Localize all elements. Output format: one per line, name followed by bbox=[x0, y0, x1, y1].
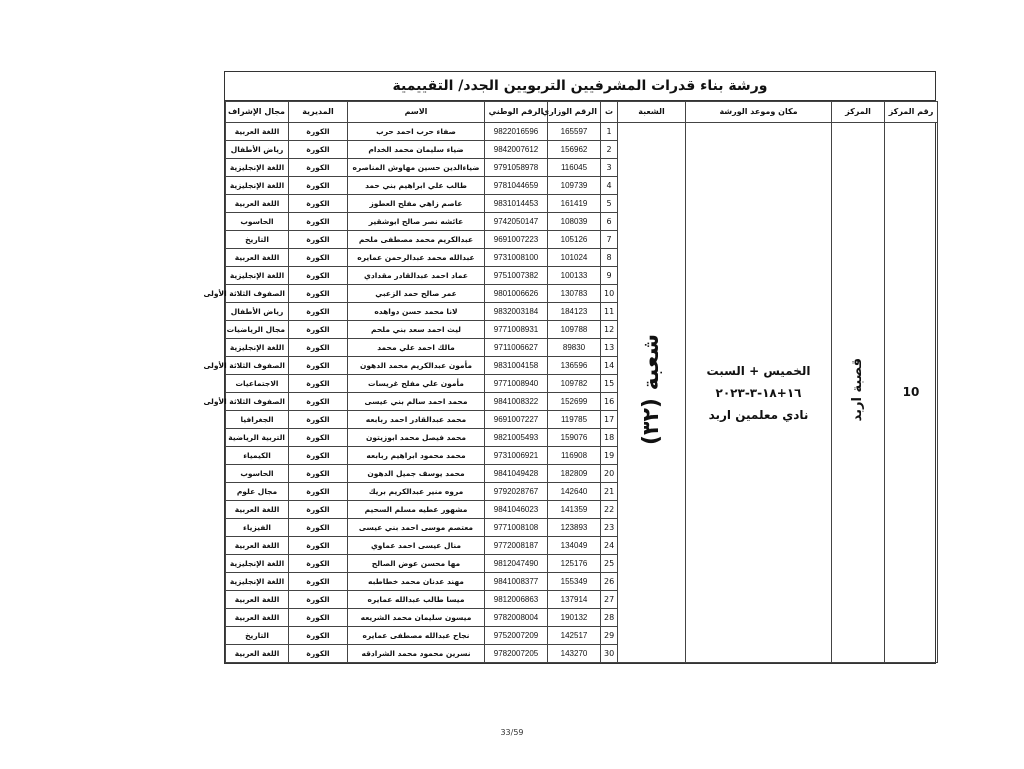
supervision-field: الحاسوب bbox=[226, 213, 289, 231]
participant-name: ليث احمد سعد بني ملحم bbox=[348, 321, 485, 339]
ministry-number: 142517 bbox=[548, 627, 601, 645]
row-index: 2 bbox=[601, 141, 618, 159]
supervision-field: اللغة الإنجليزية bbox=[226, 339, 289, 357]
row-index: 23 bbox=[601, 519, 618, 537]
directorate: الكورة bbox=[289, 321, 348, 339]
branch-cell bbox=[618, 123, 686, 663]
row-index: 29 bbox=[601, 627, 618, 645]
ministry-number: 108039 bbox=[548, 213, 601, 231]
row-index: 5 bbox=[601, 195, 618, 213]
participant-name: لانا محمد حسن دواهده bbox=[348, 303, 485, 321]
ministry-number: 134049 bbox=[548, 537, 601, 555]
ministry-number: 116908 bbox=[548, 447, 601, 465]
directorate: الكورة bbox=[289, 357, 348, 375]
header-directorate: المديرية bbox=[289, 102, 348, 123]
row-index: 1 bbox=[601, 123, 618, 141]
participant-name: محمد فيصل محمد ابوزيتون bbox=[348, 429, 485, 447]
national-number: 9832003184 bbox=[485, 303, 548, 321]
national-number: 9841049428 bbox=[485, 465, 548, 483]
directorate: الكورة bbox=[289, 411, 348, 429]
ministry-number: 141359 bbox=[548, 501, 601, 519]
row-index: 7 bbox=[601, 231, 618, 249]
national-number: 9751007382 bbox=[485, 267, 548, 285]
supervision-field: التربية الرياضية bbox=[226, 429, 289, 447]
table-body bbox=[203, 123, 938, 663]
header-row bbox=[226, 102, 938, 123]
center-number: 10 bbox=[902, 384, 920, 399]
supervision-field: الصفوف الثلاثة الأولى bbox=[226, 285, 289, 303]
national-number: 9831014453 bbox=[485, 195, 548, 213]
national-number: 9841008322 bbox=[485, 393, 548, 411]
participant-name: ميسون سليمان محمد الشريعه bbox=[348, 609, 485, 627]
ministry-number: 119785 bbox=[548, 411, 601, 429]
participant-name: محمد يوسف جميل الدهون bbox=[348, 465, 485, 483]
directorate: الكورة bbox=[289, 141, 348, 159]
participant-name: ضياء سليمان محمد الخدام bbox=[348, 141, 485, 159]
ministry-number: 184123 bbox=[548, 303, 601, 321]
participants-table bbox=[203, 101, 938, 663]
directorate: الكورة bbox=[289, 555, 348, 573]
supervision-field: الصفوف الثلاثة الأولى bbox=[226, 393, 289, 411]
header-center: المركز bbox=[832, 102, 885, 123]
supervision-field: اللغة الإنجليزية bbox=[226, 555, 289, 573]
participant-name: مها محسن عوض الصالح bbox=[348, 555, 485, 573]
supervision-field: رياض الأطفال bbox=[226, 141, 289, 159]
supervision-field: اللغة الإنجليزية bbox=[226, 159, 289, 177]
ministry-number: 152699 bbox=[548, 393, 601, 411]
header-national-no: الرقم الوطني bbox=[485, 102, 548, 123]
header-field: مجال الإشراف bbox=[226, 102, 289, 123]
row-index: 19 bbox=[601, 447, 618, 465]
national-number: 9711006627 bbox=[485, 339, 548, 357]
participant-name: عائشه نصر صالح ابوشقير bbox=[348, 213, 485, 231]
directorate: الكورة bbox=[289, 159, 348, 177]
row-index: 9 bbox=[601, 267, 618, 285]
directorate: الكورة bbox=[289, 465, 348, 483]
national-number: 9782008004 bbox=[485, 609, 548, 627]
directorate: الكورة bbox=[289, 483, 348, 501]
participant-name: طالب علي ابراهيم بني حمد bbox=[348, 177, 485, 195]
ministry-number: 116045 bbox=[548, 159, 601, 177]
ministry-number: 165597 bbox=[548, 123, 601, 141]
participant-name: عبدالله محمد عبدالرحمن عمايره bbox=[348, 249, 485, 267]
participant-name: منال عيسى احمد عماوي bbox=[348, 537, 485, 555]
national-number: 9772008187 bbox=[485, 537, 548, 555]
directorate: الكورة bbox=[289, 645, 348, 663]
row-index: 10 bbox=[601, 285, 618, 303]
row-index: 20 bbox=[601, 465, 618, 483]
participant-name: نسرين محمود محمد الشرادقه bbox=[348, 645, 485, 663]
ministry-number: 123893 bbox=[548, 519, 601, 537]
national-number: 9771008108 bbox=[485, 519, 548, 537]
ministry-number: 142640 bbox=[548, 483, 601, 501]
supervision-field: مجال الرياضيات bbox=[226, 321, 289, 339]
national-number: 9731008100 bbox=[485, 249, 548, 267]
ministry-number: 159076 bbox=[548, 429, 601, 447]
supervision-field: اللغة العربية bbox=[226, 195, 289, 213]
supervision-field: الجغرافيا bbox=[226, 411, 289, 429]
participant-name: عماد احمد عبدالقادر مقدادي bbox=[348, 267, 485, 285]
participant-name: مأمون عبدالكريم محمد الدهون bbox=[348, 357, 485, 375]
national-number: 9691007223 bbox=[485, 231, 548, 249]
national-number: 9691007227 bbox=[485, 411, 548, 429]
supervision-field: الحاسوب bbox=[226, 465, 289, 483]
ministry-number: 156962 bbox=[548, 141, 601, 159]
participant-name: ميسا طالب عبدالله عمايره bbox=[348, 591, 485, 609]
page-number: 33/59 bbox=[500, 728, 524, 737]
directorate: الكورة bbox=[289, 501, 348, 519]
participant-name: مالك احمد علي محمد bbox=[348, 339, 485, 357]
national-number: 9792028767 bbox=[485, 483, 548, 501]
national-number: 9782007205 bbox=[485, 645, 548, 663]
row-index: 12 bbox=[601, 321, 618, 339]
participant-name: ضياءالدين حسين مهاوش المناصره bbox=[348, 159, 485, 177]
directorate: الكورة bbox=[289, 573, 348, 591]
row-index: 24 bbox=[601, 537, 618, 555]
ministry-number: 143270 bbox=[548, 645, 601, 663]
national-number: 9812047490 bbox=[485, 555, 548, 573]
directorate: الكورة bbox=[289, 447, 348, 465]
ministry-number: 130783 bbox=[548, 285, 601, 303]
ministry-number: 101024 bbox=[548, 249, 601, 267]
national-number: 9791058978 bbox=[485, 159, 548, 177]
header-place: مكان وموعد الورشة bbox=[686, 102, 832, 123]
directorate: الكورة bbox=[289, 303, 348, 321]
row-index: 14 bbox=[601, 357, 618, 375]
directorate: الكورة bbox=[289, 429, 348, 447]
header-name: الاسم bbox=[348, 102, 485, 123]
supervision-field: اللغة العربية bbox=[226, 645, 289, 663]
participant-name: عبدالكريم محمد مصطفى ملحم bbox=[348, 231, 485, 249]
row-index: 6 bbox=[601, 213, 618, 231]
directorate: الكورة bbox=[289, 231, 348, 249]
ministry-number: 109739 bbox=[548, 177, 601, 195]
national-number: 9821005493 bbox=[485, 429, 548, 447]
ministry-number: 136596 bbox=[548, 357, 601, 375]
row-index: 25 bbox=[601, 555, 618, 573]
row-index: 18 bbox=[601, 429, 618, 447]
header-center-no: رقم المركز bbox=[885, 102, 938, 123]
row-index: 15 bbox=[601, 375, 618, 393]
row-index: 21 bbox=[601, 483, 618, 501]
row-index: 11 bbox=[601, 303, 618, 321]
ministry-number: 100133 bbox=[548, 267, 601, 285]
participant-name: مأمون علي مفلح غريسات bbox=[348, 375, 485, 393]
ministry-number: 105126 bbox=[548, 231, 601, 249]
national-number: 9841008377 bbox=[485, 573, 548, 591]
participant-name: معتصم موسى احمد بني عيسى bbox=[348, 519, 485, 537]
branch-label: شعبة (٣٢) bbox=[638, 333, 664, 445]
directorate: الكورة bbox=[289, 123, 348, 141]
header-ministry-no: الرقم الوزاري bbox=[548, 102, 601, 123]
row-index: 3 bbox=[601, 159, 618, 177]
row-index: 16 bbox=[601, 393, 618, 411]
row-index: 26 bbox=[601, 573, 618, 591]
national-number: 9801006626 bbox=[485, 285, 548, 303]
supervision-field: التاريخ bbox=[226, 627, 289, 645]
ministry-number: 109782 bbox=[548, 375, 601, 393]
supervision-field: التاريخ bbox=[226, 231, 289, 249]
row-index: 22 bbox=[601, 501, 618, 519]
ministry-number: 137914 bbox=[548, 591, 601, 609]
row-index: 8 bbox=[601, 249, 618, 267]
participant-name: محمد احمد سالم بني عيسى bbox=[348, 393, 485, 411]
ministry-number: 190132 bbox=[548, 609, 601, 627]
directorate: الكورة bbox=[289, 339, 348, 357]
participant-name: عمر صالح حمد الزعبي bbox=[348, 285, 485, 303]
supervision-field: اللغة العربية bbox=[226, 501, 289, 519]
participant-name: نجاح عبدالله مصطفى عمايره bbox=[348, 627, 485, 645]
ministry-number: 182809 bbox=[548, 465, 601, 483]
row-index: 17 bbox=[601, 411, 618, 429]
supervision-field: اللغة العربية bbox=[226, 609, 289, 627]
row-index: 30 bbox=[601, 645, 618, 663]
place-cell bbox=[686, 123, 832, 663]
document-title: ورشة بناء قدرات المشرفيين التربويين الجدد/ التقييمية bbox=[225, 72, 935, 101]
national-number: 9752007209 bbox=[485, 627, 548, 645]
national-number: 9841046023 bbox=[485, 501, 548, 519]
supervision-field: اللغة الإنجليزية bbox=[226, 267, 289, 285]
row-index: 4 bbox=[601, 177, 618, 195]
participant-name: عاصم زاهي مفلح العطوز bbox=[348, 195, 485, 213]
directorate: الكورة bbox=[289, 393, 348, 411]
document-sheet bbox=[203, 71, 936, 664]
supervision-field: الصفوف الثلاثة الأولى bbox=[226, 357, 289, 375]
national-number: 9812006863 bbox=[485, 591, 548, 609]
ministry-number: 155349 bbox=[548, 573, 601, 591]
participant-name: مشهور عطيه مسلم السحيم bbox=[348, 501, 485, 519]
national-number: 9731006921 bbox=[485, 447, 548, 465]
ministry-number: 125176 bbox=[548, 555, 601, 573]
supervision-field: اللغة الإنجليزية bbox=[226, 177, 289, 195]
row-index: 27 bbox=[601, 591, 618, 609]
supervision-field: الفيزياء bbox=[226, 519, 289, 537]
directorate: الكورة bbox=[289, 195, 348, 213]
supervision-field: اللغة الإنجليزية bbox=[226, 573, 289, 591]
ministry-number: 161419 bbox=[548, 195, 601, 213]
header-idx: ت bbox=[601, 102, 618, 123]
row-index: 13 bbox=[601, 339, 618, 357]
header-branch: الشعبة bbox=[618, 102, 686, 123]
supervision-field: اللغة العربية bbox=[226, 591, 289, 609]
national-number: 9742050147 bbox=[485, 213, 548, 231]
national-number: 9771008931 bbox=[485, 321, 548, 339]
directorate: الكورة bbox=[289, 519, 348, 537]
directorate: الكورة bbox=[289, 213, 348, 231]
directorate: الكورة bbox=[289, 375, 348, 393]
participant-name: محمد عبدالقادر احمد ربابعه bbox=[348, 411, 485, 429]
row-index: 28 bbox=[601, 609, 618, 627]
directorate: الكورة bbox=[289, 267, 348, 285]
supervision-field: اللغة العربية bbox=[226, 123, 289, 141]
participant-name: مهند عدنان محمد خطاطبه bbox=[348, 573, 485, 591]
national-number: 9781044659 bbox=[485, 177, 548, 195]
supervision-field: اللغة العربية bbox=[226, 249, 289, 267]
ministry-number: 109788 bbox=[548, 321, 601, 339]
table-row bbox=[226, 123, 938, 141]
directorate: الكورة bbox=[289, 285, 348, 303]
supervision-field: الاجتماعيات bbox=[226, 375, 289, 393]
ministry-number: 89830 bbox=[548, 339, 601, 357]
national-number: 9831004158 bbox=[485, 357, 548, 375]
center-cell bbox=[832, 123, 885, 663]
directorate: الكورة bbox=[289, 609, 348, 627]
participant-name: محمد محمود ابراهيم ربابعه bbox=[348, 447, 485, 465]
supervision-field: اللغة العربية bbox=[226, 537, 289, 555]
place-venue: نادي معلمين اربد bbox=[708, 407, 809, 422]
national-number: 9842007612 bbox=[485, 141, 548, 159]
directorate: الكورة bbox=[289, 627, 348, 645]
national-number: 9771008940 bbox=[485, 375, 548, 393]
participant-name: مروه منير عبدالكريم بريك bbox=[348, 483, 485, 501]
participant-name: صفاء حرب احمد حرب bbox=[348, 123, 485, 141]
center-number-cell bbox=[885, 123, 938, 663]
supervision-field: مجال علوم bbox=[226, 483, 289, 501]
directorate: الكورة bbox=[289, 591, 348, 609]
directorate: الكورة bbox=[289, 177, 348, 195]
place-days: الخميس + السبت bbox=[706, 363, 811, 378]
center-name: قصبة اربد bbox=[850, 357, 865, 422]
supervision-field: الكيمياء bbox=[226, 447, 289, 465]
directorate: الكورة bbox=[289, 537, 348, 555]
supervision-field: رياض الأطفال bbox=[226, 303, 289, 321]
national-number: 9822016596 bbox=[485, 123, 548, 141]
place-dates: ١٦+١٨-٣-٢٠٢٣ bbox=[715, 385, 802, 400]
directorate: الكورة bbox=[289, 249, 348, 267]
